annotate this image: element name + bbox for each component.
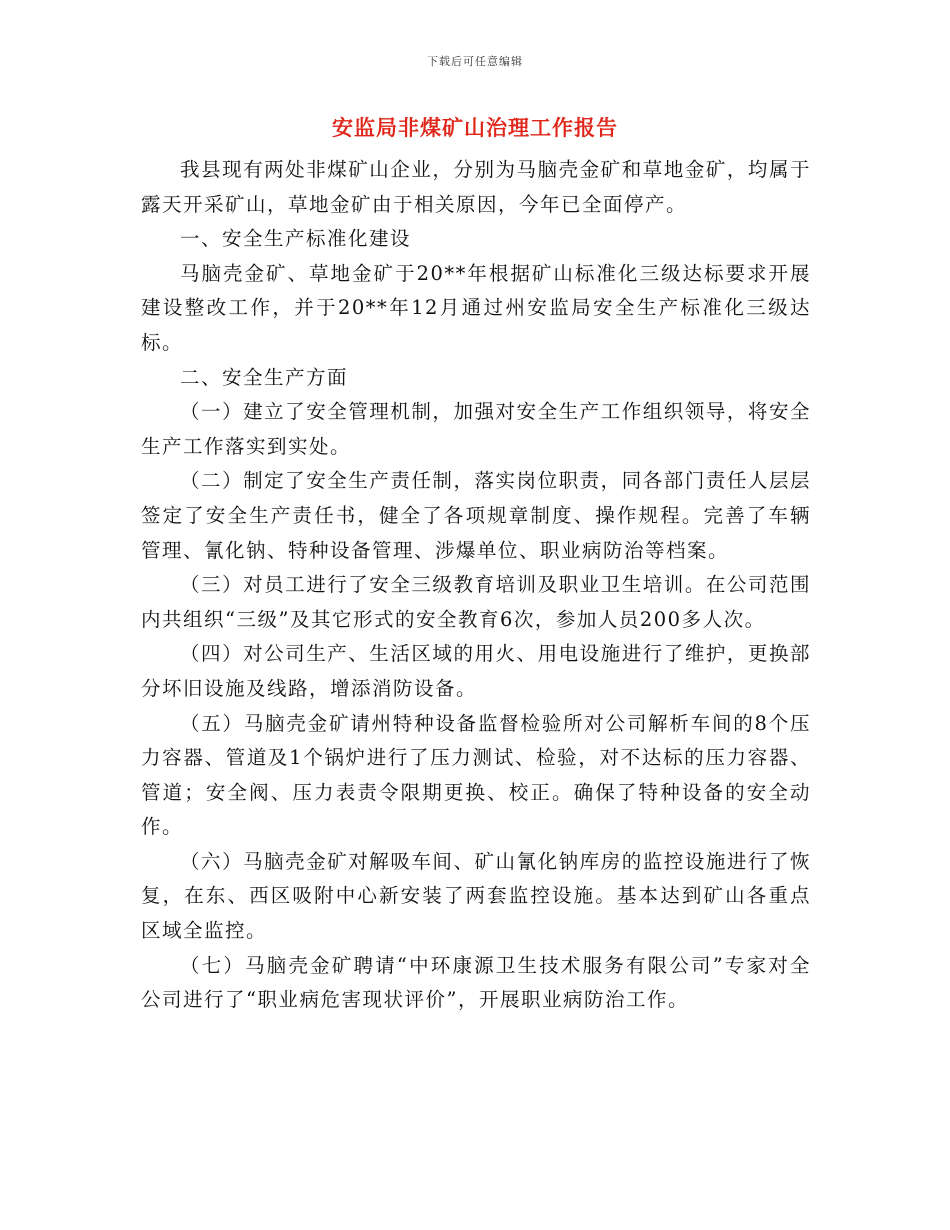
header-note: 下载后可任意编辑: [427, 55, 523, 68]
document-body: [141, 153, 811, 1018]
paragraph-item-5: （五）马脑壳金矿请州特种设备监督检验所对公司解析车间的8个压力容器、管道及1个锅炉进行了压力测试、检验，对不达标的压力容器、管道；安全阀、压力表责令限期更换、校正。确保了特种设备的安全动作。: [141, 711, 811, 839]
paragraph-item-1: （一）建立了安全管理机制，加强对安全生产工作组织领导，将安全生产工作落实到实处。: [141, 400, 811, 458]
document-title: 安监局非煤矿山治理工作报告: [332, 115, 618, 140]
paragraph-item-2: （二）制定了安全生产责任制，落实岗位职责，同各部门责任人层层签定了安全生产责任书，健全了各项规章制度、操作规程。完善了车辆管理、氰化钠、特种设备管理、涉爆单位、职业病防治等档案。: [141, 469, 811, 562]
paragraph-intro: 我县现有两处非煤矿山企业，分别为马脑壳金矿和草地金矿，均属于露天开采矿山，草地金矿由于相关原因，今年已全面停产。: [141, 158, 811, 216]
paragraph-item-6: （六）马脑壳金矿对解吸车间、矿山氰化钠库房的监控设施进行了恢复，在东、西区吸附中心新安装了两套监控设施。基本达到矿山各重点区域全监控。: [141, 849, 811, 943]
section-heading-2: 二、安全生产方面: [180, 365, 349, 389]
paragraph-item-4: （四）对公司生产、生活区域的用火、用电设施进行了维护，更换部分坏旧设施及线路，增添消防设备。: [141, 642, 811, 700]
paragraph-item-7: （七）马脑壳金矿聘请“中环康源卫生技术服务有限公司”专家对全公司进行了“职业病危害现状评价”，开展职业病防治工作。: [141, 953, 811, 1012]
section-heading-1: 一、安全生产标准化建设: [180, 227, 412, 251]
paragraph-item-3: （三）对员工进行了安全三级教育培训及职业卫生培训。在公司范围内共组织“三级”及其它形式的安全教育6次，参加人员200多人次。: [141, 573, 811, 631]
paragraph-standardization: 马脑壳金矿、草地金矿于20**年根据矿山标准化三级达标要求开展建设整改工作，并于20**年12月通过州安监局安全生产标准化三级达标。: [141, 261, 811, 354]
